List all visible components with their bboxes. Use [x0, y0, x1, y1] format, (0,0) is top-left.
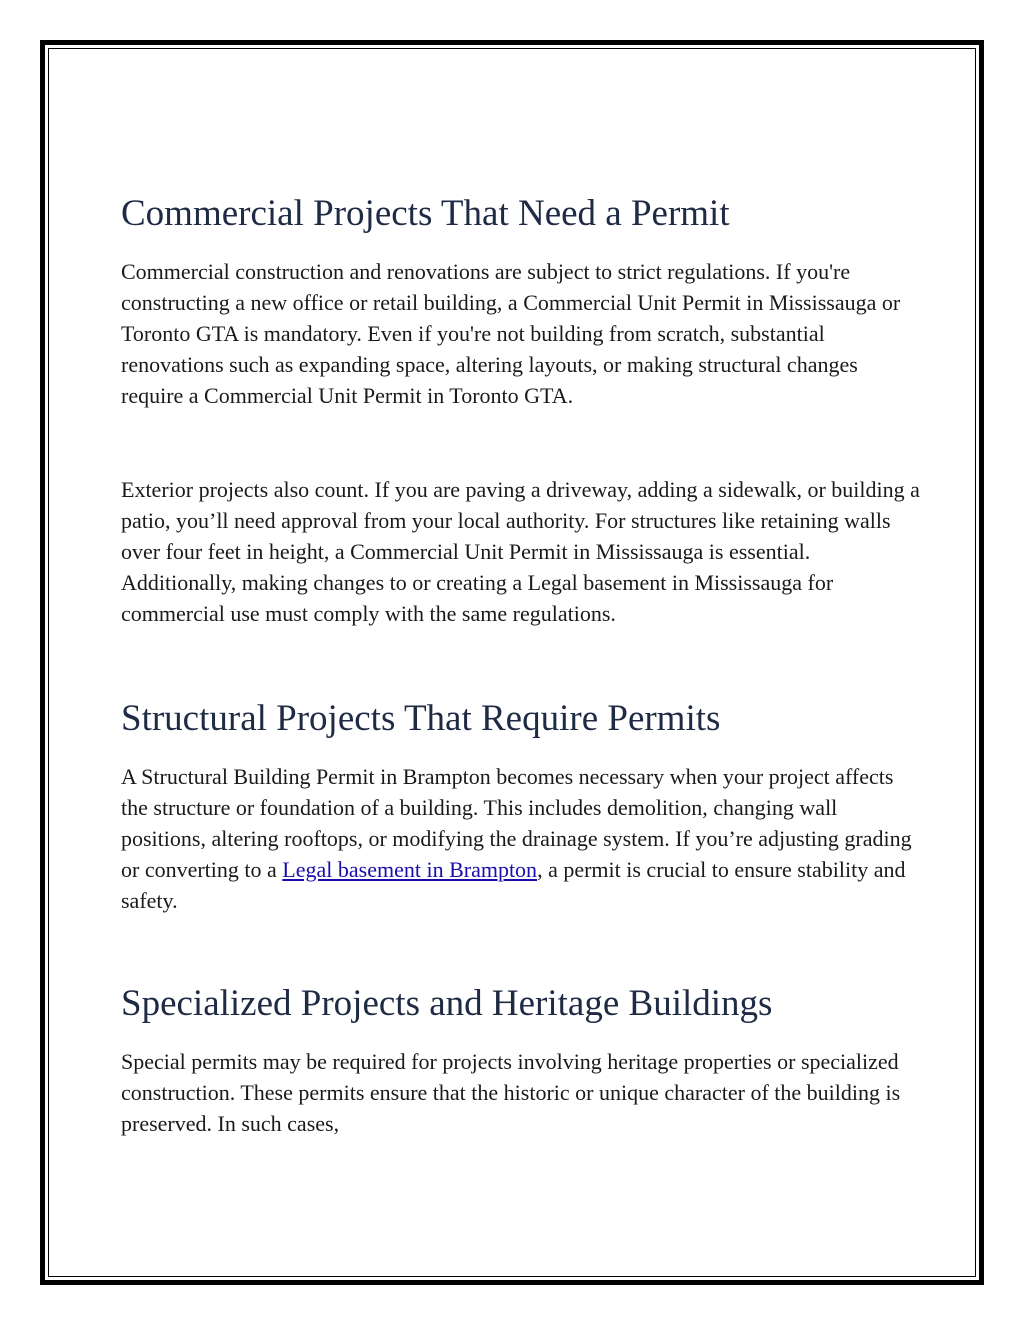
section-heading-structural: Structural Projects That Require Permits: [121, 698, 721, 739]
section-heading-commercial: Commercial Projects That Need a Permit: [121, 193, 730, 234]
paragraph-commercial-construction: Commercial construction and renovations are subject to strict regulations. If you're constructing a new office or retail building, a Commercial Unit Permit in Mississauga or Toronto GTA is mandatory. Even if you're not building from scratch, substantial renovations such as expanding space, altering layouts, or making structural changes require a Commercial Unit Permit in Toronto GTA.: [121, 259, 901, 408]
paragraph-exterior-projects: Exterior projects also count. If you are paving a driveway, adding a sidewalk, or building a patio, you’ll need approval from your local authority. For structures like retaining walls over four feet in height, a Commercial Unit Permit in Mississauga is essential. Additionally, making changes to or creating a Legal basement in Mississauga for commercial use must comply with the same regulations.: [121, 477, 920, 626]
document-body: [121, 188, 921, 1139]
paragraph-specialized: Special permits may be required for projects involving heritage properties or specialized construction. These permits ensure that the historic or unique character of the building is preserved. In such cases,: [121, 1049, 901, 1136]
paragraph-structural-text-end: , a permit is crucial to ensure stability and safety.: [121, 857, 906, 913]
section-heading-specialized: Specialized Projects and Heritage Buildings: [121, 983, 773, 1024]
legal-basement-brampton-link[interactable]: Legal basement in Brampton: [282, 857, 538, 882]
paragraph-structural: [121, 761, 921, 916]
paragraph-structural-text: A Structural Building Permit in Brampton becomes necessary when your project affects the structure or foundation of a building. This includes demolition, changing wall positions, altering rooftops, or modifying the drainage system. If you’re adjusting grading or converting to a: [121, 764, 912, 882]
